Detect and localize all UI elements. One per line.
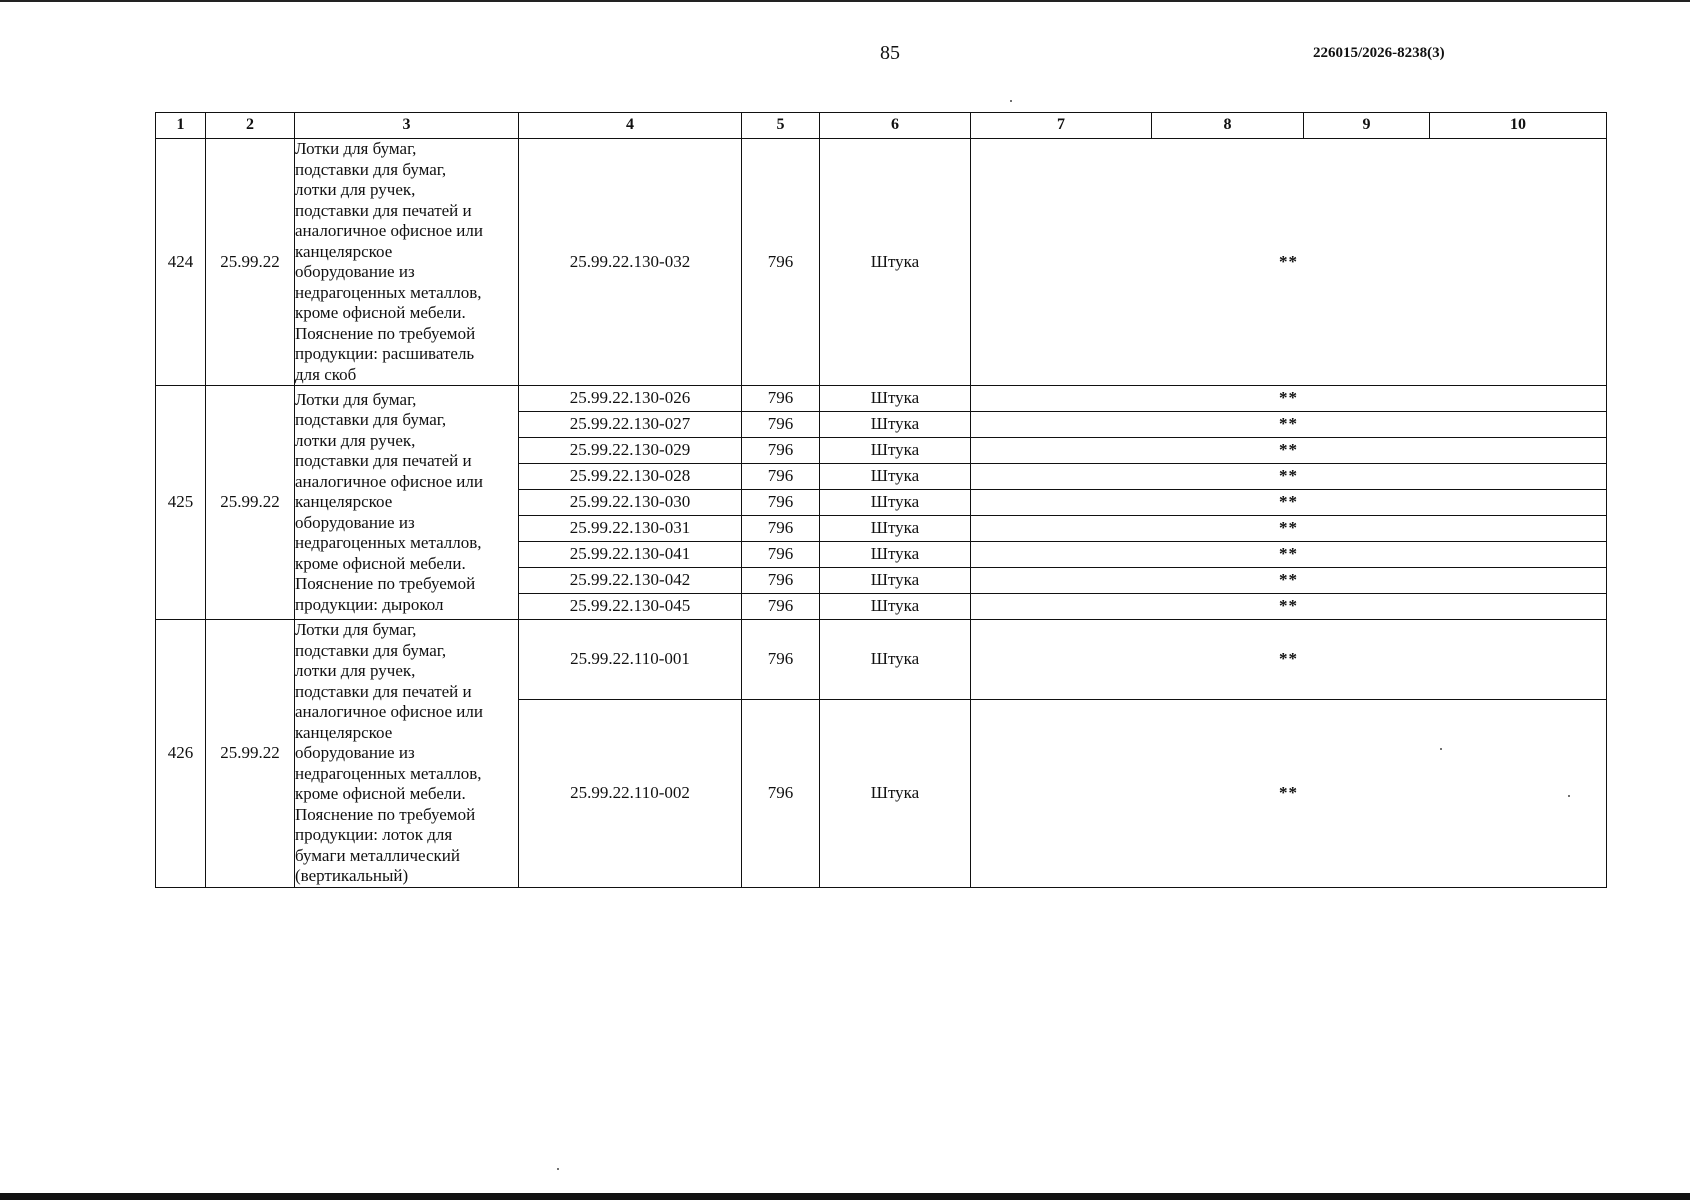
unit-name: Штука: [820, 490, 971, 516]
item-code: 25.99.22.130-030: [519, 490, 742, 516]
item-code: 25.99.22.130-027: [519, 412, 742, 438]
column-header: 7: [971, 113, 1152, 139]
characteristics-note: **: [971, 700, 1607, 888]
item-code: 25.99.22.130-041: [519, 542, 742, 568]
item-code: 25.99.22.110-002: [519, 700, 742, 888]
okei-code: 796: [742, 412, 820, 438]
unit-name: Штука: [820, 594, 971, 620]
column-header: 8: [1152, 113, 1304, 139]
item-code: 25.99.22.130-026: [519, 386, 742, 412]
unit-name: Штука: [820, 412, 971, 438]
characteristics-note: **: [971, 490, 1607, 516]
unit-name: Штука: [820, 438, 971, 464]
okei-code: 796: [742, 464, 820, 490]
item-code: 25.99.22.130-029: [519, 438, 742, 464]
scan-bottom-edge: [0, 1193, 1690, 1200]
unit-name: Штука: [820, 542, 971, 568]
unit-name: Штука: [820, 139, 971, 386]
okpd-code: 25.99.22: [206, 139, 295, 386]
row-number: 426: [156, 620, 206, 888]
column-header: 4: [519, 113, 742, 139]
document-code: 226015/2026-8238(3): [1313, 45, 1445, 61]
scan-speck: [1440, 748, 1442, 750]
okei-code: 796: [742, 594, 820, 620]
column-header: 9: [1304, 113, 1430, 139]
characteristics-note: **: [971, 438, 1607, 464]
characteristics-note: **: [971, 594, 1607, 620]
column-header: 10: [1430, 113, 1607, 139]
unit-name: Штука: [820, 568, 971, 594]
column-header: 5: [742, 113, 820, 139]
table-row: [156, 139, 1607, 386]
okpd-code: 25.99.22: [206, 620, 295, 888]
okei-code: 796: [742, 490, 820, 516]
characteristics-note: **: [971, 386, 1607, 412]
product-description: Лотки для бумаг, подставки для бумаг, лотки для ручек, подставки для печатей и аналогичное офисное или канцелярское оборудование из недрагоценных металлов, кроме офисной мебели. Пояснение по требуемой продукции: лоток для бумаги металлический (вертикальный): [295, 620, 519, 888]
item-code: 25.99.22.110-001: [519, 620, 742, 700]
characteristics-note: **: [971, 542, 1607, 568]
page-number: 85: [880, 42, 900, 64]
column-header: 3: [295, 113, 519, 139]
okei-code: 796: [742, 516, 820, 542]
okei-code: 796: [742, 568, 820, 594]
unit-name: Штука: [820, 700, 971, 888]
characteristics-note: **: [971, 139, 1607, 386]
row-number: 425: [156, 386, 206, 620]
okpd-code: 25.99.22: [206, 386, 295, 620]
scan-top-edge: [0, 0, 1690, 2]
scan-speck: [1010, 100, 1012, 102]
product-description: Лотки для бумаг, подставки для бумаг, лотки для ручек, подставки для печатей и аналогичное офисное или канцелярское оборудование из недрагоценных металлов, кроме офисной мебели. Пояснение по требуемой продукции: расшиватель для скоб: [295, 139, 519, 386]
column-number-row: [156, 113, 1607, 139]
unit-name: Штука: [820, 620, 971, 700]
unit-name: Штука: [820, 386, 971, 412]
characteristics-note: **: [971, 412, 1607, 438]
unit-name: Штука: [820, 516, 971, 542]
table-row: [156, 620, 1607, 700]
okei-code: 796: [742, 386, 820, 412]
okei-code: 796: [742, 438, 820, 464]
scan-speck: [1568, 795, 1570, 797]
characteristics-note: **: [971, 516, 1607, 542]
characteristics-note: **: [971, 620, 1607, 700]
unit-name: Штука: [820, 464, 971, 490]
okei-code: 796: [742, 542, 820, 568]
item-code: 25.99.22.130-042: [519, 568, 742, 594]
goods-table: [155, 112, 1607, 888]
table-row: [156, 386, 1607, 412]
item-code: 25.99.22.130-031: [519, 516, 742, 542]
scan-speck: [557, 1168, 559, 1170]
column-header: 6: [820, 113, 971, 139]
okei-code: 796: [742, 620, 820, 700]
product-description: Лотки для бумаг, подставки для бумаг, лотки для ручек, подставки для печатей и аналогичное офисное или канцелярское оборудование из недрагоценных металлов, кроме офисной мебели. Пояснение по требуемой продукции: дырокол: [295, 386, 519, 620]
characteristics-note: **: [971, 464, 1607, 490]
column-header: 1: [156, 113, 206, 139]
column-header: 2: [206, 113, 295, 139]
item-code: 25.99.22.130-028: [519, 464, 742, 490]
okei-code: 796: [742, 139, 820, 386]
okei-code: 796: [742, 700, 820, 888]
row-number: 424: [156, 139, 206, 386]
item-code: 25.99.22.130-032: [519, 139, 742, 386]
item-code: 25.99.22.130-045: [519, 594, 742, 620]
characteristics-note: **: [971, 568, 1607, 594]
